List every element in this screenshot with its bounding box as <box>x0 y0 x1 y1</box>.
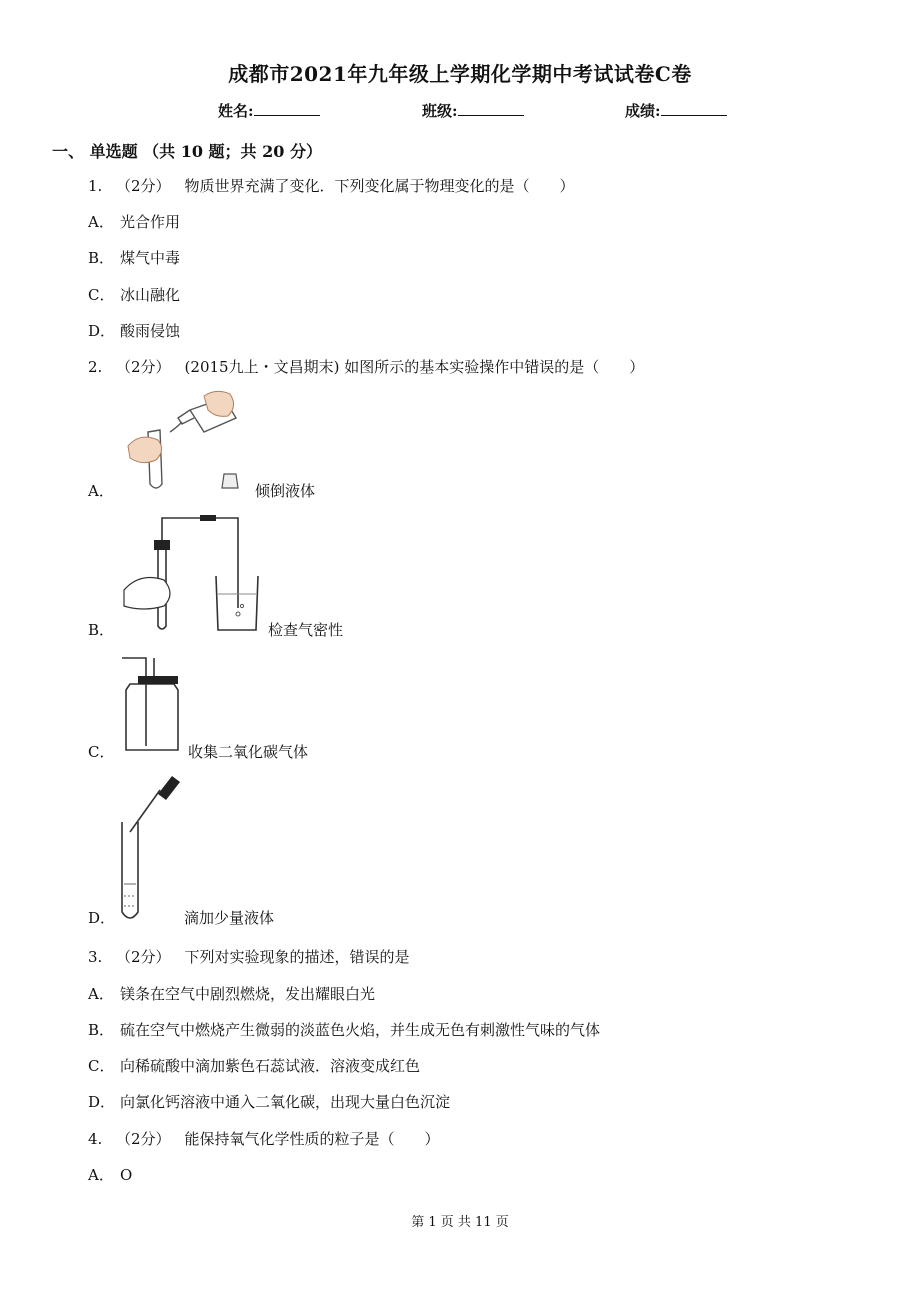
class-label: 班级: <box>422 102 458 120</box>
question-3 <box>88 946 410 967</box>
name-blank <box>254 102 320 116</box>
option-text: 冰山融化 <box>120 286 181 304</box>
name-field <box>218 100 320 121</box>
q2-option-c[interactable] <box>88 741 120 762</box>
page-title: 成都市2021年九年级上学期化学期中考试试卷C卷 <box>228 62 692 86</box>
class-field <box>422 100 524 121</box>
option-caption: 倾倒液体 <box>255 482 316 500</box>
option-letter: D． <box>88 909 116 927</box>
q3-option-a[interactable] <box>88 983 375 1004</box>
option-letter: C． <box>88 286 115 304</box>
page-footer: 第 1 页 共 11 页 <box>411 1215 509 1230</box>
option-text: 向稀硫酸中滴加紫色石蕊试液．溶液变成红色 <box>120 1057 421 1075</box>
dropper-illustration <box>114 776 184 924</box>
gas-collection-illustration <box>118 654 186 754</box>
q3-option-d[interactable] <box>88 1091 450 1112</box>
question-score: （2分） <box>116 1130 171 1148</box>
question-score: （2分） <box>116 358 171 376</box>
q4-option-a[interactable] <box>88 1164 132 1185</box>
option-caption: 收集二氧化碳气体 <box>188 743 309 761</box>
question-text: 能保持氧气化学性质的粒子是（ ） <box>184 1130 440 1148</box>
question-score: （2分） <box>116 177 171 195</box>
q2-option-a[interactable] <box>88 480 120 501</box>
class-blank <box>458 102 524 116</box>
score-field <box>625 100 727 121</box>
option-letter: B． <box>88 1021 115 1039</box>
question-number: 1. <box>88 177 103 195</box>
question-text: 下列对实验现象的描述，错误的是 <box>184 948 410 966</box>
option-text: 向氯化钙溶液中通入二氧化碳，出现大量白色沉淀 <box>120 1093 451 1111</box>
option-letter: A． <box>88 1166 114 1184</box>
option-text: 酸雨侵蚀 <box>120 322 181 340</box>
option-caption: 检查气密性 <box>268 621 344 639</box>
option-letter: B． <box>88 621 115 639</box>
option-letter: A． <box>88 985 114 1003</box>
question-number: 4. <box>88 1130 103 1148</box>
option-letter: C． <box>88 743 115 761</box>
option-text: O <box>120 1166 133 1184</box>
section-title: 一、 单选题 （共 10 题；共 20 分） <box>52 142 322 161</box>
question-number: 2. <box>88 358 103 376</box>
q2-option-b[interactable] <box>88 619 120 640</box>
option-text: 煤气中毒 <box>120 249 181 267</box>
option-text: 镁条在空气中剧烈燃烧，发出耀眼白光 <box>120 985 376 1003</box>
question-2 <box>88 356 644 377</box>
name-label: 姓名: <box>218 102 254 120</box>
airtightness-check-illustration <box>120 510 268 634</box>
q1-option-c[interactable] <box>88 284 180 305</box>
pouring-liquid-illustration <box>120 388 250 496</box>
option-letter: D． <box>88 1093 116 1111</box>
question-number: 3. <box>88 948 103 966</box>
score-label: 成绩: <box>625 102 661 120</box>
q1-option-b[interactable] <box>88 247 180 268</box>
question-score: （2分） <box>116 948 171 966</box>
question-4 <box>88 1128 440 1149</box>
q1-option-d[interactable] <box>88 320 180 341</box>
option-letter: B． <box>88 249 115 267</box>
question-text: 物质世界充满了变化．下列变化属于物理变化的是（ ） <box>184 177 575 195</box>
option-caption: 滴加少量液体 <box>184 909 275 927</box>
q1-option-a[interactable] <box>88 211 180 232</box>
score-blank <box>661 102 727 116</box>
option-letter: A． <box>88 482 114 500</box>
option-text: 硫在空气中燃烧产生微弱的淡蓝色火焰，并生成无色有刺激性气味的气体 <box>120 1021 601 1039</box>
option-letter: A． <box>88 213 114 231</box>
q3-option-b[interactable] <box>88 1019 600 1040</box>
option-letter: C． <box>88 1057 115 1075</box>
question-text: (2015九上・文昌期末) 如图所示的基本实验操作中错误的是（ ） <box>184 358 645 376</box>
question-1 <box>88 175 575 196</box>
q3-option-c[interactable] <box>88 1055 420 1076</box>
q2-option-d[interactable] <box>88 907 120 928</box>
option-text: 光合作用 <box>120 213 181 231</box>
option-letter: D． <box>88 322 116 340</box>
